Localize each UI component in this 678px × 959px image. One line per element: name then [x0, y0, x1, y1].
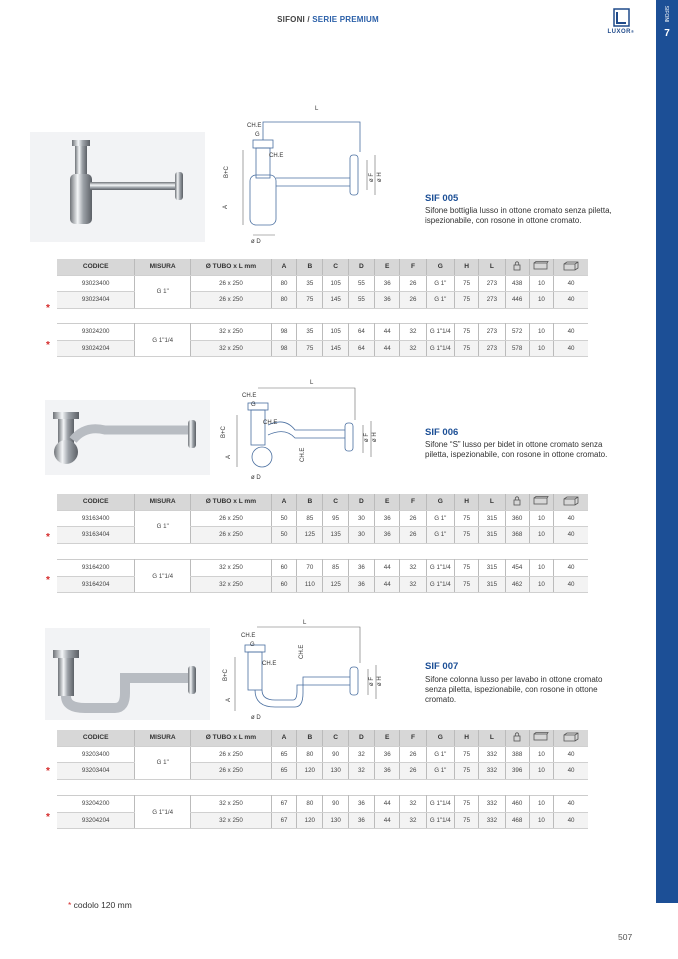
table-cell: 332 [479, 746, 505, 763]
product-description: Sifone bottiglia lusso in ottone cromato senza piletta, ispezionabile, con rosone in ottone cromato. [425, 206, 612, 225]
star-marker: * [46, 766, 50, 777]
diagram-label: CH.E [299, 644, 305, 659]
table-cell: 145 [323, 340, 348, 357]
table-cell: 26 [400, 763, 426, 780]
table-cell: 26 x 250 [191, 275, 272, 292]
diagram-label-bc: B+C [224, 166, 230, 178]
table-cell: G 1"1/4 [426, 812, 454, 829]
table-cell: 40 [554, 324, 588, 341]
misura-cell: G 1"1/4 [135, 796, 191, 829]
header-series: SERIE PREMIUM [312, 15, 379, 24]
table-cell: 55 [348, 292, 374, 309]
table-cell: 40 [554, 527, 588, 544]
table-cell: 40 [554, 275, 588, 292]
table-cell: 75 [454, 510, 478, 527]
table-cell: 44 [375, 812, 400, 829]
diagram-label: ø H [377, 676, 383, 686]
diagram-label: CH.E [241, 633, 256, 639]
table-cell: 32 [400, 324, 426, 341]
diagram-label: CH.E [242, 393, 257, 399]
diagram-label: B+C [223, 669, 229, 681]
table-cell: 93023400 [57, 275, 135, 292]
col-h: H [454, 259, 478, 275]
diagram-label: CH.E [263, 420, 278, 426]
table-cell: 332 [479, 796, 505, 813]
table-cell: 10 [529, 763, 553, 780]
table-cell: 40 [554, 746, 588, 763]
table-cell: 40 [554, 510, 588, 527]
table-cell: 36 [348, 796, 374, 813]
table-cell: 110 [297, 576, 323, 593]
table-cell: 10 [529, 340, 553, 357]
table-cell: 360 [505, 510, 529, 527]
table-cell: 145 [323, 292, 348, 309]
header-section: SIFONI [277, 15, 305, 24]
table-cell: 105 [323, 275, 348, 292]
diagram-label-l: L [315, 106, 319, 112]
side-tab-label: SIFONI [663, 5, 669, 23]
table-cell: 10 [529, 510, 553, 527]
misura-cell: G 1"1/4 [135, 324, 191, 357]
diagram-label-h: ø H [377, 172, 383, 182]
table-cell: 93164200 [57, 560, 135, 577]
column-header: D [348, 494, 374, 510]
table-cell: 60 [271, 560, 296, 577]
table-cell: 32 [348, 746, 374, 763]
column-header: MISURA [135, 730, 191, 746]
spec-table-sif007-b [57, 795, 588, 829]
table-header-row [57, 259, 588, 275]
misura-cell: G 1" [135, 510, 191, 543]
table-cell: 388 [505, 746, 529, 763]
diagram-label: G [251, 402, 256, 408]
table-cell: 273 [479, 292, 505, 309]
table-cell: 67 [271, 812, 296, 829]
misura-cell: G 1" [135, 746, 191, 779]
star-marker: * [46, 303, 50, 314]
column-header: L [479, 494, 505, 510]
table-cell: 438 [505, 275, 529, 292]
table-cell: 315 [479, 527, 505, 544]
table-cell: 40 [554, 340, 588, 357]
table-cell: 93204204 [57, 812, 135, 829]
table-cell: 36 [375, 527, 400, 544]
technical-drawing-sif006 [215, 375, 400, 485]
column-header: L [479, 730, 505, 746]
table-cell: 32 x 250 [191, 576, 272, 593]
table-cell: 10 [529, 746, 553, 763]
table-cell: 32 x 250 [191, 324, 272, 341]
table-cell: 75 [454, 560, 478, 577]
star-marker: * [46, 340, 50, 351]
table-cell: 80 [271, 292, 296, 309]
table-cell: 44 [375, 576, 400, 593]
table-cell: 64 [348, 340, 374, 357]
page-header [0, 15, 656, 24]
table-cell: 10 [529, 796, 553, 813]
spec-table-sif006 [57, 494, 588, 544]
table-cell: 36 [375, 292, 400, 309]
diagram-label: A [226, 697, 232, 702]
table-cell: 80 [271, 275, 296, 292]
table-cell: 32 [400, 796, 426, 813]
table-cell: 10 [529, 292, 553, 309]
table-cell: G 1" [426, 510, 454, 527]
table-cell: 32 x 250 [191, 812, 272, 829]
table-cell: 98 [271, 324, 296, 341]
table-cell: 90 [323, 796, 348, 813]
column-header: C [323, 730, 348, 746]
product-photo-sif006 [45, 400, 210, 475]
table-header-row [57, 730, 588, 746]
table-cell: 93163400 [57, 510, 135, 527]
box-icon [529, 730, 553, 746]
table-cell: 75 [454, 324, 478, 341]
table-cell: 44 [375, 324, 400, 341]
column-header: CODICE [57, 494, 135, 510]
table-cell: 32 [400, 340, 426, 357]
table-cell: 315 [479, 560, 505, 577]
table-cell: 578 [505, 340, 529, 357]
col-f: F [400, 259, 426, 275]
table-cell: 80 [297, 796, 323, 813]
spec-table-sif006-b [57, 559, 588, 593]
column-header: F [400, 730, 426, 746]
misura-cell: G 1"1/4 [135, 560, 191, 593]
s-trap-photo-icon [45, 400, 210, 475]
misura-cell: G 1" [135, 275, 191, 308]
table-cell: G 1" [426, 763, 454, 780]
column-header: D [348, 730, 374, 746]
col-a: A [271, 259, 296, 275]
table-cell: 454 [505, 560, 529, 577]
table-cell: 26 [400, 275, 426, 292]
table-cell: 44 [375, 560, 400, 577]
table-cell: 93023404 [57, 292, 135, 309]
column-trap-photo-icon [45, 628, 210, 720]
table-cell: 64 [348, 324, 374, 341]
table-cell: G 1"1/4 [426, 576, 454, 593]
diagram-label: ø F [364, 433, 370, 442]
table-cell: 396 [505, 763, 529, 780]
product-photo-sif005 [30, 132, 205, 242]
table-cell: 130 [323, 812, 348, 829]
diagram-label-f: ø F [369, 173, 375, 182]
column-header: MISURA [135, 494, 191, 510]
column-header: C [323, 494, 348, 510]
table-cell: 26 x 250 [191, 763, 272, 780]
column-header: E [375, 494, 400, 510]
product-description: Sifone colonna lusso per lavabo in ottone cromato senza piletta, ispezionabile, con rosone in ottone cromato. [425, 675, 603, 704]
column-header: E [375, 730, 400, 746]
table-cell: G 1" [426, 527, 454, 544]
table-cell: 95 [323, 510, 348, 527]
table-cell: 32 [348, 763, 374, 780]
table-cell: 98 [271, 340, 296, 357]
side-tab-number: 7 [664, 28, 670, 39]
table-cell: 105 [323, 324, 348, 341]
diagram-label-che: CH.E [247, 123, 262, 129]
column-header: B [297, 730, 323, 746]
table-cell: 93024204 [57, 340, 135, 357]
table-cell: 462 [505, 576, 529, 593]
column-header: H [454, 730, 478, 746]
table-cell: 30 [348, 527, 374, 544]
table-cell: G 1"1/4 [426, 796, 454, 813]
column-header: H [454, 494, 478, 510]
table-cell: 35 [297, 275, 323, 292]
table-cell: 35 [297, 324, 323, 341]
table-cell: 40 [554, 560, 588, 577]
table-row [57, 324, 588, 341]
table-cell: 10 [529, 275, 553, 292]
star-marker: * [46, 532, 50, 543]
table-cell: G 1" [426, 292, 454, 309]
brand-name: LUXOR® [607, 29, 635, 35]
lock-icon [505, 259, 529, 275]
table-cell: 75 [297, 340, 323, 357]
table-cell: 75 [454, 275, 478, 292]
table-cell: 368 [505, 527, 529, 544]
table-cell: 93203400 [57, 746, 135, 763]
product-photo-sif007 [45, 628, 210, 720]
table-cell: 90 [323, 746, 348, 763]
table-cell: 332 [479, 812, 505, 829]
table-cell: 10 [529, 812, 553, 829]
table-cell: 130 [323, 763, 348, 780]
table-cell: 32 x 250 [191, 340, 272, 357]
table-cell: 85 [297, 510, 323, 527]
table-cell: 332 [479, 763, 505, 780]
table-cell: 36 [348, 812, 374, 829]
diagram-label: L [310, 380, 314, 386]
table-cell: 135 [323, 527, 348, 544]
table-cell: 468 [505, 812, 529, 829]
column-header: Ø TUBO x L mm [191, 730, 272, 746]
spec-table-sif005 [57, 259, 588, 309]
table-cell: 75 [454, 763, 478, 780]
table-cell: 26 [400, 746, 426, 763]
column-header: CODICE [57, 730, 135, 746]
product-description: Sifone “S” lusso per bidet in ottone cromato senza piletta, ispezionabile, con rosone in ottone cromato. [425, 440, 608, 459]
table-cell: 40 [554, 796, 588, 813]
table-cell: 75 [297, 292, 323, 309]
pallet-icon [554, 259, 588, 275]
table-cell: 315 [479, 576, 505, 593]
product-title: SIF 006 [425, 427, 459, 438]
diagram-label: CH.E [300, 447, 306, 462]
table-cell: 55 [348, 275, 374, 292]
col-codice: CODICE [57, 259, 135, 275]
table-cell: 26 x 250 [191, 746, 272, 763]
col-c: C [323, 259, 348, 275]
product-title: SIF 007 [425, 661, 459, 672]
table-cell: 125 [297, 527, 323, 544]
table-row [57, 560, 588, 577]
table-cell: 50 [271, 527, 296, 544]
table-cell: 40 [554, 292, 588, 309]
table-cell: 93203404 [57, 763, 135, 780]
table-cell: 36 [375, 275, 400, 292]
col-l: L [479, 259, 505, 275]
table-row [57, 275, 588, 292]
column-header: F [400, 494, 426, 510]
table-cell: 75 [454, 527, 478, 544]
table-cell: 32 x 250 [191, 796, 272, 813]
table-cell: 572 [505, 324, 529, 341]
column-header: B [297, 494, 323, 510]
table-cell: 26 x 250 [191, 510, 272, 527]
table-cell: 40 [554, 576, 588, 593]
column-header: Ø TUBO x L mm [191, 494, 272, 510]
box-icon [529, 494, 553, 510]
table-cell: 70 [297, 560, 323, 577]
spec-table-sif005-b [57, 323, 588, 357]
table-cell: 65 [271, 746, 296, 763]
table-row [57, 796, 588, 813]
table-cell: 32 [400, 560, 426, 577]
table-cell: 75 [454, 576, 478, 593]
table-cell: 75 [454, 812, 478, 829]
table-cell: 315 [479, 510, 505, 527]
table-cell: 26 [400, 292, 426, 309]
page-number: 507 [618, 932, 633, 942]
table-cell: 75 [454, 796, 478, 813]
table-cell: 120 [297, 763, 323, 780]
technical-drawing-sif007 [215, 615, 400, 725]
product-title: SIF 005 [425, 193, 459, 204]
table-cell: 65 [271, 763, 296, 780]
table-cell: 44 [375, 340, 400, 357]
table-cell: 32 [400, 576, 426, 593]
diagram-label: G [250, 642, 255, 648]
diagram-label: ø H [372, 432, 378, 442]
table-cell: 120 [297, 812, 323, 829]
table-cell: G 1"1/4 [426, 324, 454, 341]
diagram-label: ø D [251, 715, 261, 721]
col-e: E [375, 259, 400, 275]
table-cell: 93164204 [57, 576, 135, 593]
col-d: D [348, 259, 374, 275]
table-cell: 60 [271, 576, 296, 593]
table-cell: 44 [375, 796, 400, 813]
diagram-label-a: A [223, 204, 229, 209]
technical-drawing-sif005 [215, 100, 400, 250]
table-cell: 30 [348, 510, 374, 527]
box-icon [529, 259, 553, 275]
col-misura: MISURA [135, 259, 191, 275]
table-cell: 460 [505, 796, 529, 813]
table-cell: 446 [505, 292, 529, 309]
diagram-label: ø F [369, 677, 375, 686]
table-cell: 273 [479, 275, 505, 292]
lock-icon [505, 494, 529, 510]
star-marker: * [46, 575, 50, 586]
diagram-label: CH.E [262, 661, 277, 667]
table-cell: 36 [375, 746, 400, 763]
pallet-icon [554, 494, 588, 510]
table-cell: 26 x 250 [191, 292, 272, 309]
table-cell: 36 [375, 763, 400, 780]
footnote: * codolo 120 mm [68, 900, 132, 910]
table-cell: 36 [348, 576, 374, 593]
table-cell: 273 [479, 340, 505, 357]
diagram-label: A [226, 454, 232, 459]
diagram-label: L [303, 620, 307, 626]
table-cell: 75 [454, 746, 478, 763]
table-cell: 10 [529, 527, 553, 544]
table-cell: 75 [454, 292, 478, 309]
table-cell: 10 [529, 576, 553, 593]
column-header: A [271, 730, 296, 746]
star-marker: * [46, 812, 50, 823]
table-cell: 36 [348, 560, 374, 577]
table-header-row [57, 494, 588, 510]
diagram-label: B+C [221, 426, 227, 438]
table-cell: 80 [297, 746, 323, 763]
table-cell: 26 [400, 510, 426, 527]
diagram-label-d: ø D [251, 239, 261, 245]
diagram-label: ø D [251, 475, 261, 481]
table-cell: 93204200 [57, 796, 135, 813]
diagram-label-g: G [255, 132, 260, 138]
table-cell: 40 [554, 812, 588, 829]
table-cell: 10 [529, 324, 553, 341]
table-cell: 67 [271, 796, 296, 813]
table-cell: 50 [271, 510, 296, 527]
table-cell: 93163404 [57, 527, 135, 544]
col-b: B [297, 259, 323, 275]
spec-table-sif007 [57, 730, 588, 780]
diagram-label-che-2: CH.E [269, 153, 284, 159]
table-cell: G 1"1/4 [426, 560, 454, 577]
side-tab [656, 0, 678, 903]
table-cell: 85 [323, 560, 348, 577]
table-cell: 32 x 250 [191, 560, 272, 577]
table-cell: 93024200 [57, 324, 135, 341]
col-g: G [426, 259, 454, 275]
table-row [57, 746, 588, 763]
lock-icon [505, 730, 529, 746]
table-cell: G 1"1/4 [426, 340, 454, 357]
table-cell: 36 [375, 510, 400, 527]
table-cell: G 1" [426, 275, 454, 292]
table-cell: 125 [323, 576, 348, 593]
table-row [57, 510, 588, 527]
header-separator: / [304, 15, 313, 24]
table-cell: G 1" [426, 746, 454, 763]
table-cell: 75 [454, 340, 478, 357]
table-cell: 40 [554, 763, 588, 780]
table-cell: 32 [400, 812, 426, 829]
table-cell: 273 [479, 324, 505, 341]
bottle-trap-photo-icon [30, 132, 205, 242]
column-header: A [271, 494, 296, 510]
table-cell: 10 [529, 560, 553, 577]
column-header: G [426, 494, 454, 510]
col-tubo: Ø TUBO x L mm [191, 259, 272, 275]
pallet-icon [554, 730, 588, 746]
column-header: G [426, 730, 454, 746]
table-cell: 26 [400, 527, 426, 544]
table-cell: 26 x 250 [191, 527, 272, 544]
